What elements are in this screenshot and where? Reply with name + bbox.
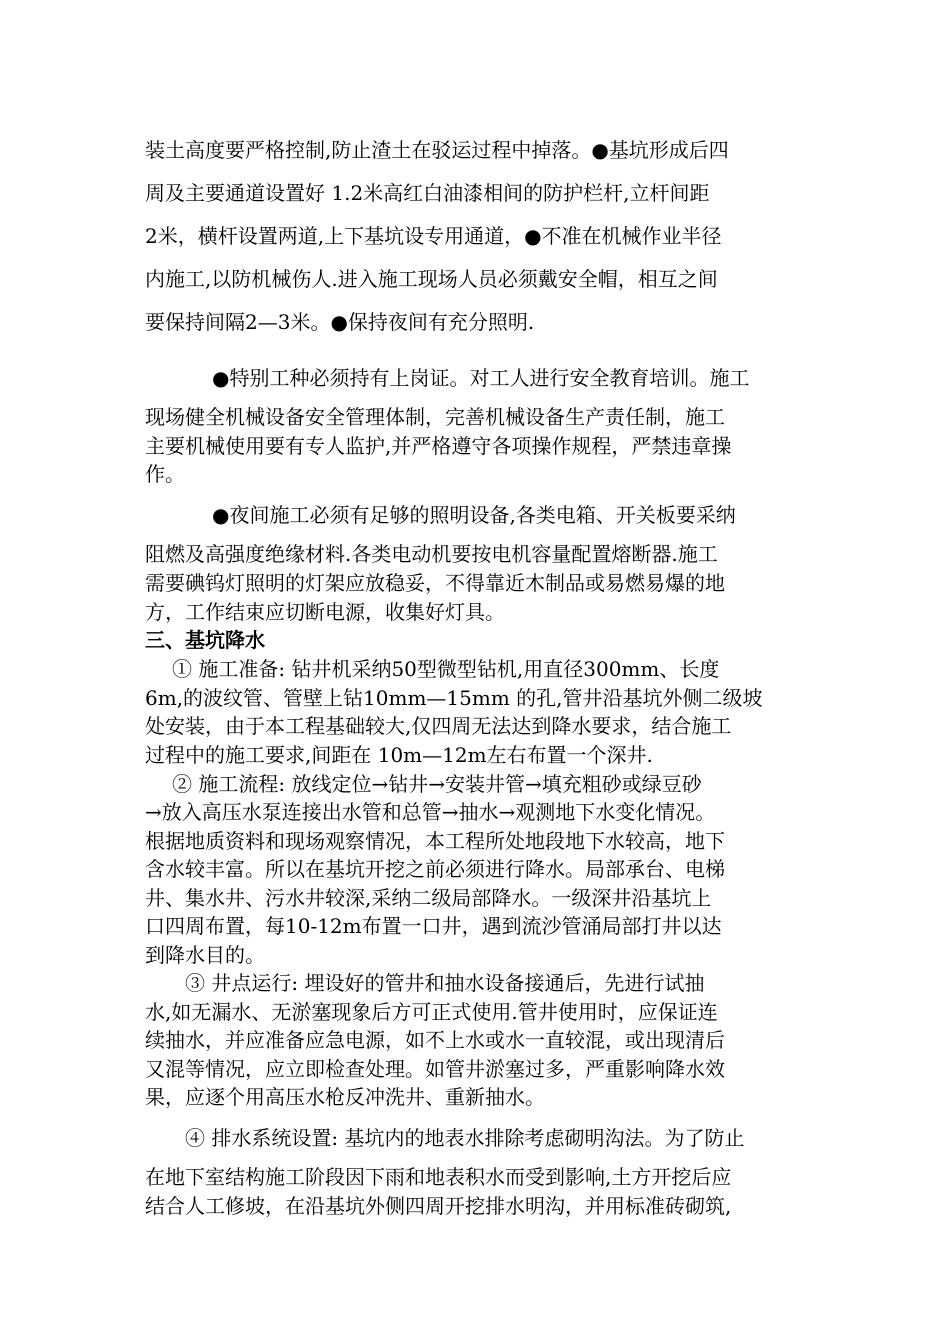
text-line: 过程中的施工要求,间距在 10m—12m左右布置一个深井.: [145, 743, 653, 767]
text-line: 2米，横杆设置两道,上下基坑设专用通道，●不准在机械作业半径: [145, 224, 722, 248]
text-line: 在地下室结构施工阶段因下雨和地表积水而受到影响,土方开挖后应: [145, 1165, 732, 1189]
paragraph-first-line: ④ 排水系统设置: 基坑内的地表水排除考虑砌明沟法。为了防止: [185, 1126, 745, 1150]
text-line: 阻燃及高强度绝缘材料.各类电动机要按电机容量配置熔断器.施工: [145, 542, 718, 566]
text-line: 口四周布置，每10-12m布置一口井，遇到流沙管涌局部打井以达: [145, 914, 722, 938]
text-line: 到降水目的。: [145, 943, 265, 967]
paragraph-first-line: ② 施工流程: 放线定位→钻井→安装井管→填充粗砂或绿豆砂: [172, 772, 702, 796]
text-line: 需要碘钨灯照明的灯架应放稳妥，不得靠近木制品或易燃易爆的地: [145, 571, 725, 595]
text-line: 内施工,以防机械伤人.进入施工现场人员必须戴安全帽，相互之间: [145, 267, 718, 291]
text-line: 果，应逐个用高压水枪反冲洗井、重新抽水。: [145, 1085, 545, 1109]
text-line: 根据地质资料和现场观察情况，本工程所处地段地下水较高，地下: [145, 829, 725, 853]
text-line: 主要机械使用要有专人监护,并严格遵守各项操作规程，严禁违章操: [145, 434, 732, 458]
text-line: 含水较丰富。所以在基坑开挖之前必须进行降水。局部承台、电梯: [145, 857, 725, 881]
section-heading: 三、基坑降水: [145, 628, 265, 652]
text-line: 处安装，由于本工程基础较大,仅四周无法达到降水要求，结合施工: [145, 714, 732, 738]
text-line: 井、集水井、污水井较深,采纳二级局部降水。一级深井沿基坑上: [145, 886, 712, 910]
paragraph-first-line: ③ 井点运行: 埋设好的管井和抽水设备接通后，先进行试抽: [185, 971, 705, 995]
text-line: 续抽水，并应准备应急电源，如不上水或水一直较混，或出现清后: [145, 1028, 725, 1052]
text-line: 周及主要通道设置好 1.2米高红白油漆相间的防护栏杆,立杆间距: [145, 181, 710, 205]
text-line: →放入高压水泵连接出水管和总管→抽水→观测地下水变化情况。: [145, 800, 716, 824]
text-line: 6m,的波纹管、管壁上钻10mm—15mm 的孔,管井沿基坑外侧二级坡: [145, 686, 763, 710]
text-line: 方，工作结束应切断电源，收集好灯具。: [145, 600, 505, 624]
paragraph-first-line: ●夜间施工必须有足够的照明设备,各类电箱、开关板要采纳: [212, 503, 736, 527]
text-line: 作。: [145, 462, 185, 486]
paragraph-first-line: ① 施工准备: 钻井机采纳50型微型钻机,用直径300mm、长度: [172, 657, 720, 681]
text-line: 水,如无漏水、无淤塞现象后方可正式使用.管井使用时，应保证连: [145, 1000, 718, 1024]
text-line: 结合人工修坡，在沿基坑外侧四周开挖排水明沟，并用标准砖砌筑,: [145, 1194, 732, 1218]
paragraph-first-line: ●特别工种必须持有上岗证。对工人进行安全教育培训。施工: [212, 366, 750, 390]
text-line: 要保持间隔2—3米。●保持夜间有充分照明.: [145, 310, 535, 334]
text-line: 装土高度要严格控制,防止渣土在驳运过程中掉落。●基坑形成后四: [145, 138, 729, 162]
text-line: 现场健全机械设备安全管理体制，完善机械设备生产责任制，施工: [145, 405, 725, 429]
text-line: 又混等情况，应立即检查处理。如管井淤塞过多，严重影响降水效: [145, 1057, 725, 1081]
